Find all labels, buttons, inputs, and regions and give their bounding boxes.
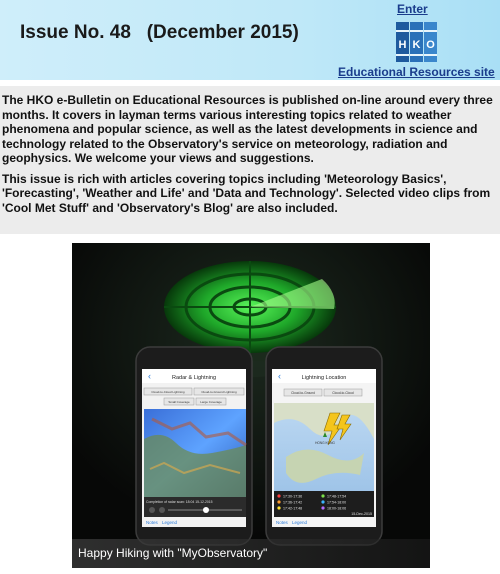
svg-text:Notes: Notes [146, 520, 158, 525]
lightning-screen-title: Lightning Location [301, 375, 347, 381]
svg-text:Small Coverage: Small Coverage [168, 400, 190, 404]
feature-image[interactable] [72, 243, 430, 568]
svg-text:17:36-17:42: 17:36-17:42 [283, 500, 303, 505]
svg-text:Cloud-to-Ground: Cloud-to-Ground [291, 391, 315, 395]
svg-text:15-Dec-2015: 15-Dec-2015 [351, 512, 372, 516]
issue-header [0, 0, 500, 80]
enter-link[interactable]: Enter [397, 2, 428, 16]
svg-text:‹: ‹ [148, 371, 151, 381]
svg-text:Legend: Legend [292, 520, 308, 525]
svg-text:17:48-17:54: 17:48-17:54 [327, 494, 347, 499]
svg-text:Cloud-to-Ground Lightning: Cloud-to-Ground Lightning [201, 390, 237, 394]
svg-text:‹: ‹ [278, 371, 281, 381]
svg-text:Large Coverage: Large Coverage [200, 400, 222, 404]
intro-paragraph-2: This issue is rich with articles covering topics including 'Meteorology Basics', 'Forecasting', 'Weather and Life' and 'Data and Technology'. Selected video clips from 'Cool Met Stuff' and 'Observatory's Blog' are also included. [2, 171, 491, 215]
svg-text:17:30-17:36: 17:30-17:36 [283, 494, 303, 499]
svg-text:17:54-18:00: 17:54-18:00 [327, 500, 347, 505]
hko-books-logo[interactable] [394, 20, 440, 64]
myobservatory-phones-illustration [72, 243, 430, 568]
hko-logo-icon [394, 20, 440, 64]
svg-text:18:00-18:06: 18:00-18:06 [327, 506, 347, 511]
svg-text:17:42-17:48: 17:42-17:48 [283, 506, 303, 511]
phone-right [266, 347, 382, 545]
feature-caption: Happy Hiking with "MyObservatory" [78, 546, 268, 560]
svg-text:Notes: Notes [276, 520, 288, 525]
svg-text:Completion of radar scan: 18:0: Completion of radar scan: 18:04 15-12-2015 [146, 500, 213, 504]
intro-paragraph-1: The HKO e-Bulletin on Educational Resources is published on-line around every three months. It covers in layman terms various interesting topics related to weather phenomena and popular science, as well as the latest developments in science and technology related to the Observatory's service on meteorology, radiation and geophysics. We welcome your views and suggestions. [2, 93, 493, 165]
feature-caption-bar [72, 539, 430, 568]
logo-letter-h: H [398, 39, 407, 51]
issue-title: Issue No. 48 (December 2015) [20, 22, 299, 43]
svg-text:Cloud-to-Cloud Lightning: Cloud-to-Cloud Lightning [151, 390, 185, 394]
svg-text:Legend: Legend [162, 520, 178, 525]
logo-letter-k: K [412, 39, 421, 51]
educational-resources-link[interactable]: Educational Resources site [338, 65, 495, 79]
phone-left [136, 347, 252, 545]
radar-screen-title: Radar & Lightning [171, 375, 217, 381]
svg-text:Cloud-to-Cloud: Cloud-to-Cloud [332, 391, 354, 395]
logo-letter-o: O [426, 39, 435, 51]
svg-text:HONG KONG: HONG KONG [315, 441, 335, 445]
intro-box [0, 86, 500, 234]
